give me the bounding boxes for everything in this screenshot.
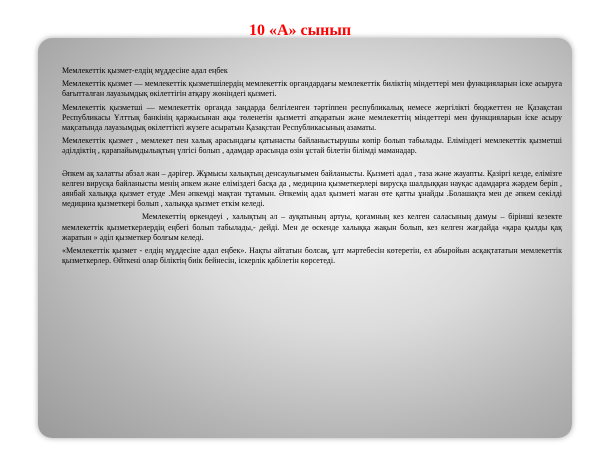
slide-title: 10 «А» сынып <box>248 22 352 39</box>
paragraph: Мемлекеттің өркендеуі , халықтың әл – ауқатының артуы, қоғамның кез келген саласының дамуы – бірінші кезекте мемлекеттік қызметкерлердің еңбегі болып табылады,- дейді. Мен де өскенде халыққа жақын болып, кез келген жағдайда «қара қылды қақ жаратын » әділ қызметкер болғым келеді. <box>62 212 562 242</box>
paragraph: «Мемлекеттік қызмет - елдің мүддесіне адал еңбек». Нақты айтатын болсақ, ұлт мәртебесін көтеретін, ел абыройын асқақтататын мемлекеттік қызметкерлер. Өйткені олар біліктің биік бейнесін, іскерлік қабілетін көрсетеді. <box>62 246 562 266</box>
paragraph: Мемлекеттік қызмет — мемлекеттік қызметшілердің мемлекеттік органдардағы мемлекеттік биліктің міндеттері мен функцияларын іске асыруға бағытталған лауазымдық өкілеттігін атқару жөніндегі қызметі. <box>62 79 562 99</box>
slide-text <box>62 66 562 269</box>
paragraph: Мемлекеттік қызмет , мемлекет пен халық арасындағы қатынасты байланыстырушы көпір болып табылады. Еліміздегі мемлекеттік қызметші әділдіктің , қарапайымдылықтың үлгісі болып , адамдар арасында өзін ұстай білетін білімді маманадар. <box>62 136 562 156</box>
paragraph-heading: Мемлекеттік қызмет-елдің мүддесіне адал еңбек <box>62 66 228 75</box>
paragraph: Мемлекеттік қызметші — мемлекеттік органда заңдарда белгіленген тәртіппен республикалық немесе жергілікті бюджеттен не Қазақстан Республикасы Ұлттық банкінің қаржысынан ақы төленетін қызметті атқаратын және мемлекеттің міндеттері мен функцияларын іске асыру мақсатында лауазымдық өкілеттікті жүзеге асыратын Қазақстан Республикасының азаматы. <box>62 102 562 133</box>
paragraph: Әпкем ақ халатты абзал жан – дәрігер. Жұмысы халықтың денсаулығымен байланысты. Қызметі адал , таза және жауапты. Қазіргі кезде, елімізге келген вирусқа байланысты менің әпкем және еліміздегі басқа да , медицина қызметкерлері вирусқа шалдыққан науқас адамдарға жәрдем беріп , аянбай халыққа қызмет етуде .Мен әпкемді мақтан тұтамын. Әпкемің адал қызметі маған өте қатты ұнайды .Болашақта мен де әпкем секілді медицина қызметкері болып , халыққа қызмет еткім келеді. <box>62 168 562 209</box>
